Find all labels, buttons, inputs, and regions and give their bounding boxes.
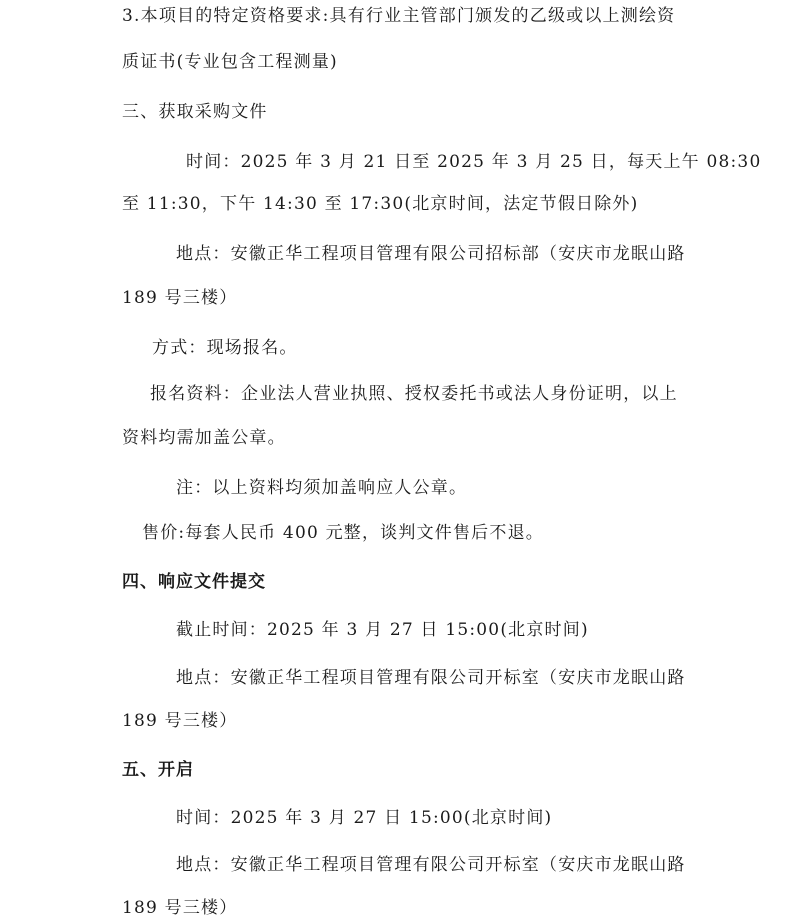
registration-materials-line-1: 报名资料：企业法人营业执照、授权委托书或法人身份证明，以上 <box>150 384 678 404</box>
opening-location-line-2: 189 号三楼） <box>122 898 238 918</box>
obtain-location-line-2: 189 号三楼） <box>122 288 238 308</box>
obtain-time-line-2: 至 11:30，下午 14:30 至 17:30(北京时间，法定节假日除外) <box>122 194 639 214</box>
section-heading-response-submission: 四、响应文件提交 <box>122 572 266 592</box>
section-heading-opening: 五、开启 <box>122 760 194 780</box>
section-heading-obtain-documents: 三、获取采购文件 <box>122 102 268 122</box>
qualification-requirement-line-1: 3.本项目的特定资格要求:具有行业主管部门颁发的乙级或以上测绘资 <box>122 6 676 26</box>
opening-location-line-1: 地点：安徽正华工程项目管理有限公司开标室（安庆市龙眠山路 <box>176 855 686 875</box>
submission-location-line-1: 地点：安徽正华工程项目管理有限公司开标室（安庆市龙眠山路 <box>176 668 686 688</box>
note-seal-requirement: 注：以上资料均须加盖响应人公章。 <box>176 478 468 498</box>
obtain-location-line-1: 地点：安徽正华工程项目管理有限公司招标部（安庆市龙眠山路 <box>176 244 686 264</box>
qualification-requirement-line-2: 质证书(专业包含工程测量) <box>122 52 338 72</box>
obtain-time-line-1: 时间：2025 年 3 月 21 日至 2025 年 3 月 25 日，每天上午 08:30 <box>186 152 762 172</box>
registration-materials-line-2: 资料均需加盖公章。 <box>122 428 286 448</box>
document-price: 售价:每套人民币 400 元整，谈判文件售后不退。 <box>142 523 544 543</box>
submission-deadline: 截止时间：2025 年 3 月 27 日 15:00(北京时间) <box>176 620 589 640</box>
obtain-method: 方式：现场报名。 <box>152 338 298 358</box>
submission-location-line-2: 189 号三楼） <box>122 711 238 731</box>
opening-time: 时间：2025 年 3 月 27 日 15:00(北京时间) <box>176 808 553 828</box>
